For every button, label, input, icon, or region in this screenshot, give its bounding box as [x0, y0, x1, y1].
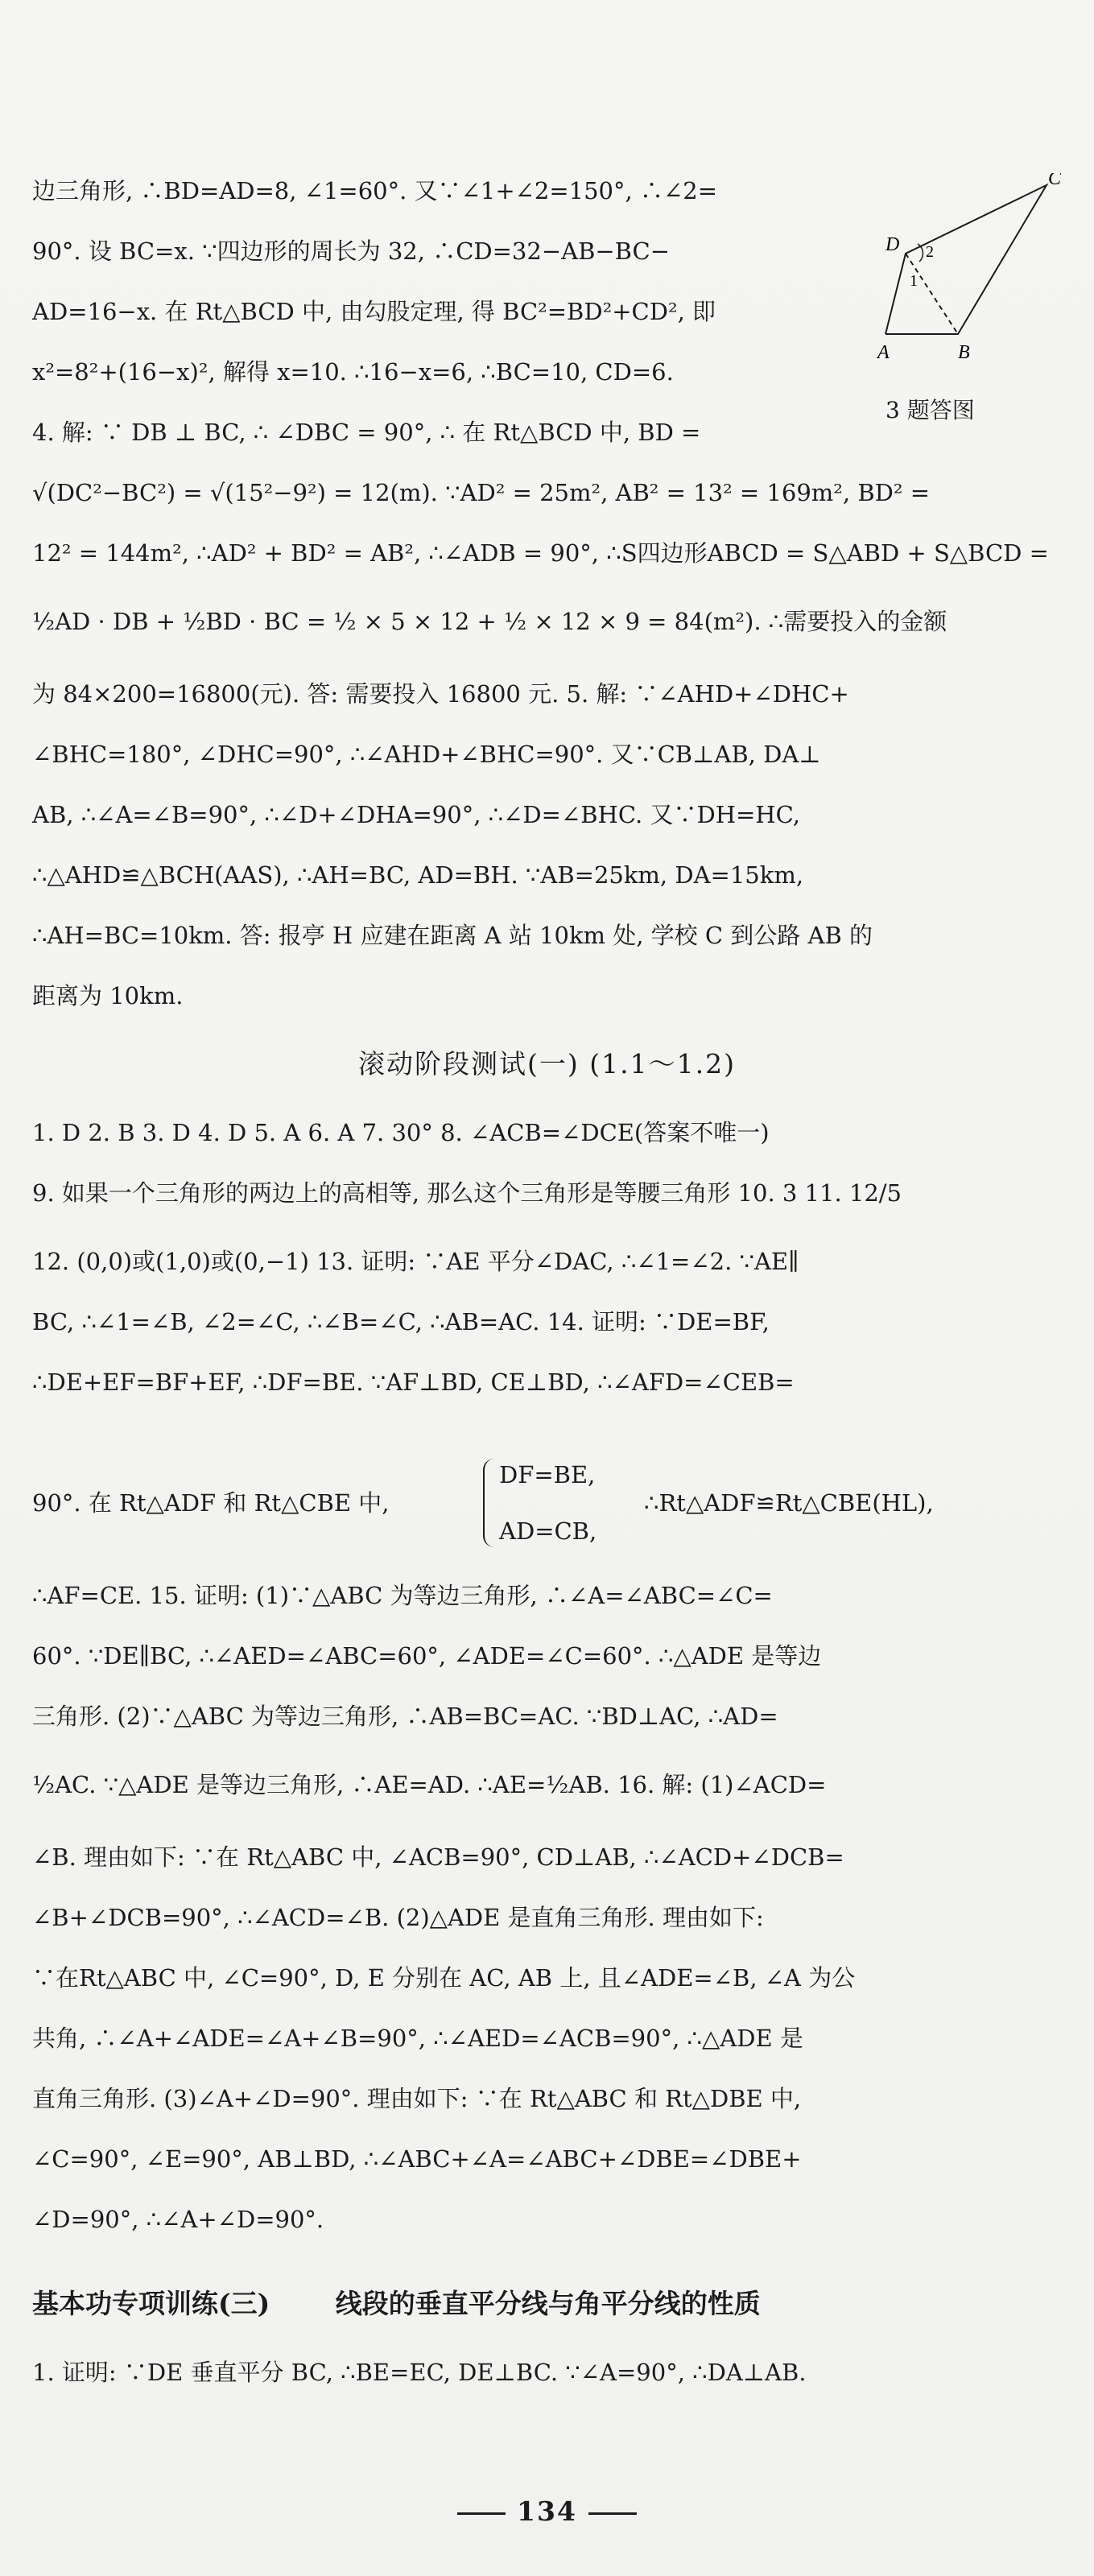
- text-line: 4. 解: ∵ DB ⊥ BC, ∴ ∠DBC = 90°, ∴ 在 Rt△BCD 中, BD =: [32, 419, 701, 446]
- quadrilateral-figure: [869, 173, 1063, 382]
- answer-line: 12. (0,0)或(1,0)或(0,−1) 13. 证明: ∵AE 平分∠DAC, ∴∠1=∠2. ∵AE∥: [32, 1248, 799, 1275]
- text-line: x²=8²+(16−x)², 解得 x=10. ∴16−x=6, ∴BC=10, CD=6.: [32, 358, 674, 386]
- page-number-value: 134: [517, 2496, 577, 2527]
- system-equation: DF=BE,: [499, 1461, 596, 1488]
- figure-angle-2: 2: [926, 243, 934, 261]
- answer-line: 1. 证明: ∵DE 垂直平分 BC, ∴BE=EC, DE⊥BC. ∵∠A=90°, ∴DA⊥AB.: [32, 2359, 807, 2386]
- system-brace: [483, 1459, 496, 1547]
- section-heading: 滚动阶段测试(一) (1.1～1.2): [358, 1048, 736, 1080]
- figure-label-d: D: [886, 234, 900, 255]
- answer-line: 三角形. (2)∵△ABC 为等边三角形, ∴AB=BC=AC. ∵BD⊥AC, ∴AD=: [32, 1703, 778, 1730]
- answer-line: ∠C=90°, ∠E=90°, AB⊥BD, ∴∠ABC+∠A=∠ABC+∠DBE=∠DBE+: [32, 2145, 802, 2173]
- text-line: 距离为 10km.: [32, 982, 184, 1009]
- text-line: 90°. 设 BC=x. ∵四边形的周长为 32, ∴CD=32−AB−BC−: [32, 237, 671, 265]
- answer-line: ∴DE+EF=BF+EF, ∴DF=BE. ∵AF⊥BD, CE⊥BD, ∴∠AFD=∠CEB=: [32, 1368, 795, 1396]
- section-title: [32, 2286, 761, 2322]
- answer-line: 90°. 在 Rt△ADF 和 Rt△CBE 中,: [32, 1489, 390, 1517]
- text-line: AB, ∴∠A=∠B=90°, ∴∠D+∠DHA=90°, ∴∠D=∠BHC. 又∵DH=HC,: [32, 801, 800, 828]
- answer-line: 60°. ∵DE∥BC, ∴∠AED=∠ABC=60°, ∠ADE=∠C=60°. ∴△ADE 是等边: [32, 1642, 822, 1670]
- text-line: AD=16−x. 在 Rt△BCD 中, 由勾股定理, 得 BC²=BD²+CD², 即: [32, 298, 716, 325]
- answer-line: 9. 如果一个三角形的两边上的高相等, 那么这个三角形是等腰三角形 10. 3 11. 12/5: [32, 1179, 902, 1207]
- text-line: √(DC²−BC²) = √(15²−9²) = 12(m). ∵AD² = 25m², AB² = 13² = 169m², BD² =: [32, 479, 931, 506]
- figure-label-b: B: [958, 342, 970, 363]
- answer-line: 共角, ∴∠A+∠ADE=∠A+∠B=90°, ∴∠AED=∠ACB=90°, ∴△ADE 是: [32, 2025, 803, 2052]
- text-line: ∠BHC=180°, ∠DHC=90°, ∴∠AHD+∠BHC=90°. 又∵CB⊥AB, DA⊥: [32, 741, 821, 768]
- answer-line: ∠B. 理由如下: ∵在 Rt△ABC 中, ∠ACB=90°, CD⊥AB, ∴∠ACD+∠DCB=: [32, 1843, 844, 1871]
- text-line: 为 84×200=16800(元). 答: 需要投入 16800 元. 5. 解: ∵∠AHD+∠DHC+: [32, 680, 849, 708]
- answer-line: ½AC. ∵△ADE 是等边三角形, ∴AE=AD. ∴AE=½AB. 16. 解: (1)∠ACD=: [32, 1771, 827, 1798]
- figure-label-a: A: [877, 342, 890, 363]
- page-number-dash-left: [457, 2512, 506, 2515]
- answer-line: ∴Rt△ADF≌Rt△CBE(HL),: [644, 1489, 934, 1517]
- page-number-dash-right: [588, 2512, 637, 2515]
- page-number: [0, 2496, 1094, 2527]
- figure-angle-1: 1: [910, 272, 918, 290]
- figure-label-c: C: [1048, 173, 1062, 189]
- answer-line: BC, ∴∠1=∠B, ∠2=∠C, ∴∠B=∠C, ∴AB=AC. 14. 证明: ∵DE=BF,: [32, 1308, 770, 1335]
- answer-line: ∠D=90°, ∴∠A+∠D=90°.: [32, 2206, 324, 2233]
- answer-line: 直角三角形. (3)∠A+∠D=90°. 理由如下: ∵在 Rt△ABC 和 Rt△DBE 中,: [32, 2085, 802, 2112]
- system-equation: AD=CB,: [499, 1517, 597, 1545]
- text-line: ½AD · DB + ½BD · BC = ½ × 5 × 12 + ½ × 12 × 9 = 84(m²). ∴需要投入的金额: [32, 608, 947, 635]
- text-line: 12² = 144m², ∴AD² + BD² = AB², ∴∠ADB = 90°, ∴S四边形ABCD = S△ABD + S△BCD =: [32, 539, 1049, 567]
- section-title-topic: 线段的垂直平分线与角平分线的性质: [335, 2288, 761, 2319]
- text-line: ∴AH=BC=10km. 答: 报亭 H 应建在距离 A 站 10km 处, 学校 C 到公路 AB 的: [32, 922, 873, 949]
- text-line: ∴△AHD≌△BCH(AAS), ∴AH=BC, AD=BH. ∵AB=25km, DA=15km,: [32, 861, 804, 889]
- figure-caption: 3 题答图: [886, 397, 975, 423]
- answer-line: 1. D 2. B 3. D 4. D 5. A 6. A 7. 30° 8. ∠ACB=∠DCE(答案不唯一): [32, 1119, 770, 1146]
- answer-line: ∴AF=CE. 15. 证明: (1)∵△ABC 为等边三角形, ∴∠A=∠ABC=∠C=: [32, 1582, 773, 1609]
- section-title-main: 基本功专项训练(三): [32, 2288, 270, 2319]
- answer-line: ∠B+∠DCB=90°, ∴∠ACD=∠B. (2)△ADE 是直角三角形. 理由如下:: [32, 1904, 764, 1931]
- text-line: 边三角形, ∴BD=AD=8, ∠1=60°. 又∵∠1+∠2=150°, ∴∠2=: [32, 177, 717, 204]
- answer-line: ∵在Rt△ABC 中, ∠C=90°, D, E 分别在 AC, AB 上, 且∠ADE=∠B, ∠A 为公: [32, 1964, 856, 1992]
